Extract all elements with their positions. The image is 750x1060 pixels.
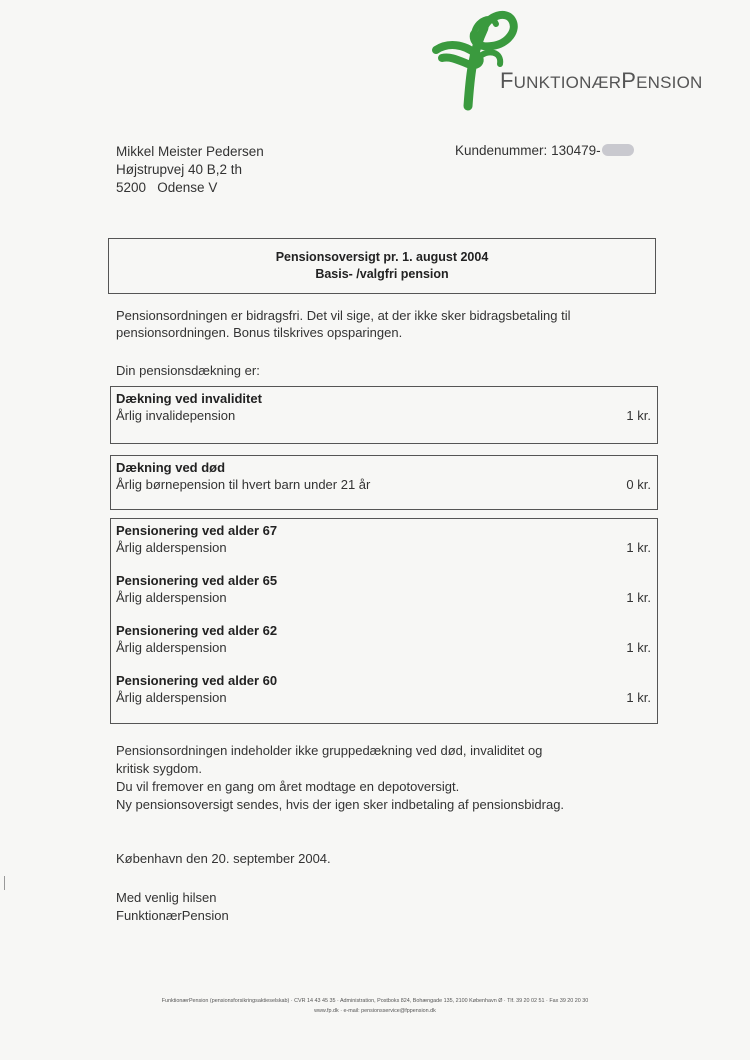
retirement-group (116, 672, 651, 706)
customer-number-value: 130479- (551, 143, 601, 158)
notes-line: Pensionsordningen indeholder ikke gruppedækning ved død, invaliditet og (116, 743, 543, 758)
clover-logo-icon (428, 8, 538, 112)
fold-mark (4, 876, 8, 890)
retirement-label: Årlig alderspension (116, 690, 227, 705)
retirement-row (116, 639, 651, 656)
overview-subtitle: Basis- /valgfri pension (315, 267, 449, 281)
retirement-value: 1 kr. (626, 540, 651, 555)
coverage-lead: Din pensionsdækning er: (116, 363, 260, 378)
death-value: 0 kr. (626, 477, 651, 492)
death-heading: Dækning ved død (116, 460, 226, 475)
retirement-row (116, 689, 651, 706)
retirement-heading: Pensionering ved alder 62 (116, 623, 278, 638)
customer-number (455, 143, 634, 158)
intro-paragraph: Pensionsordningen er bidragsfri. Det vil sige, at der ikke sker bidragsbetaling til pensionsordningen. Bonus tilskrives opsparingen. (116, 308, 571, 340)
retirement-value: 1 kr. (626, 590, 651, 605)
death-coverage-box (110, 455, 658, 510)
retirement-value: 1 kr. (626, 640, 651, 655)
retirement-row (116, 539, 651, 556)
retirement-value: 1 kr. (626, 690, 651, 705)
notes-line: kritisk sygdom. (116, 761, 202, 776)
company-logo (428, 8, 718, 112)
redacted-mark (602, 144, 634, 156)
retirement-heading: Pensionering ved alder 60 (116, 673, 278, 688)
retirement-label: Årlig alderspension (116, 640, 227, 655)
overview-title: Pensionsoversigt pr. 1. august 2004 (275, 250, 489, 264)
notes-paragraph (116, 742, 676, 814)
death-label: Årlig børnepension til hvert barn under 21 år (116, 477, 371, 492)
retirement-row (116, 589, 651, 606)
footer-line: FunktionærPension (pensionsforsikringsaktieselskab) · CVR 14 43 45 35 · Administration, Postboks 824, Bohængade 135, 2100 København Ø · Tlf. 39 20 02 51 · Fax 39 20 20 30 (161, 998, 589, 1004)
place-and-date: København den 20. september 2004. (116, 851, 331, 866)
retirement-coverage-box (110, 518, 658, 724)
notes-line: Ny pensionsoversigt sendes, hvis der igen sker indbetaling af pensionsbidrag. (116, 797, 565, 812)
invalidity-label: Årlig invalidepension (116, 408, 236, 423)
company-footer (20, 996, 730, 1016)
closing-signature (116, 889, 229, 925)
logo-wordmark: FUNKTIONÆRPENSION (500, 68, 703, 93)
invalidity-value: 1 kr. (626, 408, 651, 423)
retirement-group (116, 522, 651, 556)
retirement-label: Årlig alderspension (116, 590, 227, 605)
retirement-label: Årlig alderspension (116, 540, 227, 555)
retirement-heading: Pensionering ved alder 65 (116, 573, 278, 588)
closing-sender: FunktionærPension (116, 908, 229, 923)
notes-line: Du vil fremover en gang om året modtage en depotoversigt. (116, 779, 460, 794)
recipient-name: Mikkel Meister Pedersen (116, 144, 264, 159)
closing-greeting: Med venlig hilsen (116, 890, 217, 905)
recipient-address (116, 143, 264, 197)
retirement-group (116, 572, 651, 606)
overview-title-box (108, 238, 656, 294)
invalidity-coverage-box (110, 386, 658, 444)
retirement-group (116, 622, 651, 656)
invalidity-row (116, 407, 651, 424)
invalidity-heading: Dækning ved invaliditet (116, 391, 262, 406)
recipient-city: 5200 Odense V (116, 180, 218, 195)
recipient-street: Højstrupvej 40 B,2 th (116, 162, 243, 177)
footer-line: www.fp.dk · e-mail: pensionsservice@fppension.dk (314, 1008, 436, 1014)
customer-number-label: Kundenummer: (455, 143, 548, 158)
retirement-heading: Pensionering ved alder 67 (116, 523, 278, 538)
death-row (116, 476, 651, 493)
